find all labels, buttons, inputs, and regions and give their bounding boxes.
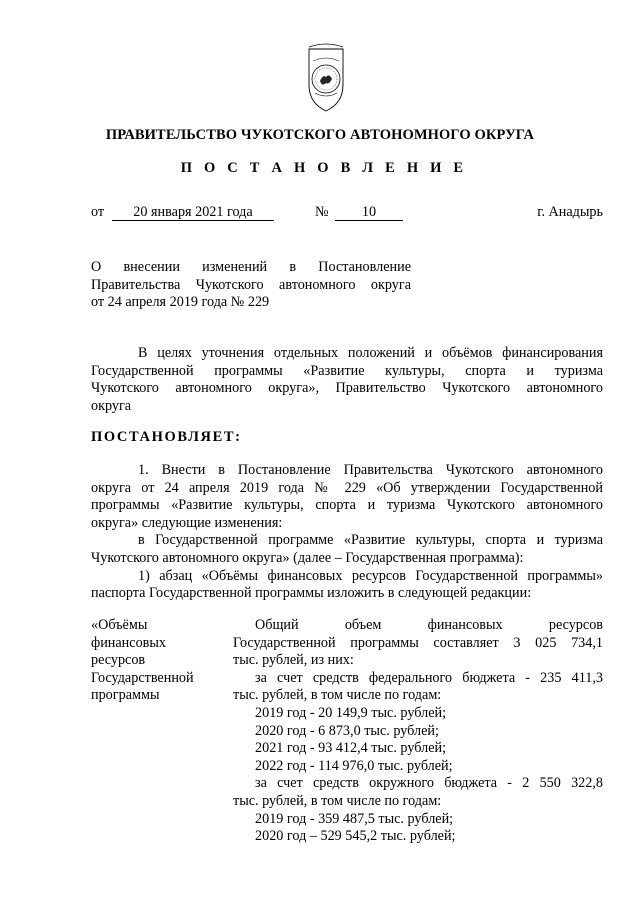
decree-body (91, 462, 603, 603)
body-line: программы «Развитие культуры, спорта и туризма Чукотского автономного (91, 497, 603, 514)
table-right-line: 2020 год - 6 873,0 тыс. рублей; (255, 722, 439, 739)
table-right-line: тыс. рублей, из них: (233, 652, 354, 669)
document-subject (91, 259, 411, 312)
table-right-line: 2021 год - 93 412,4 тыс. рублей; (255, 740, 447, 757)
body-line: Чукотского автономного округа» (далее – Государственная программа): (91, 549, 524, 566)
preamble (91, 345, 603, 415)
body-line: округа» следующие изменения: (91, 514, 283, 531)
table-right-line: тыс. рублей, в том числе по годам: (233, 792, 442, 809)
table-right-line: 2022 год - 114 976,0 тыс. рублей; (255, 757, 453, 774)
table-right-line: Общий объем финансовых ресурсов (255, 617, 603, 633)
table-left-column (91, 617, 231, 705)
body-line: 1. Внести в Постановление Правительства Чукотского автономного (138, 462, 603, 478)
table-right-line: 2019 год - 359 487,5 тыс. рублей; (255, 810, 454, 827)
table-right-line: тыс. рублей, в том числе по годам: (233, 687, 442, 704)
number-label: № (315, 204, 329, 220)
table-left-line: ресурсов (91, 652, 146, 669)
document-number: 10 (335, 204, 403, 221)
document-date: 20 января 2021 года (112, 204, 274, 221)
subject-line: Правительства Чукотского автономного округа (91, 276, 411, 293)
coat-of-arms-icon (303, 41, 349, 115)
table-right-line: за счет средств федерального бюджета - 235 411,3 (255, 669, 603, 686)
decree-heading: ПОСТАНОВЛЯЕТ: (91, 429, 242, 445)
preamble-line: округа (91, 397, 132, 414)
body-line: 1) абзац «Объёмы финансовых ресурсов Государственной программы» (138, 567, 603, 584)
date-prefix: от (91, 204, 105, 220)
city: г. Анадырь (537, 204, 603, 220)
preamble-line: Чукотского автономного округа», Правительство Чукотского автономного (91, 380, 603, 397)
document-type: П О С Т А Н О В Л Е Н И Е (180, 160, 468, 176)
subject-line: О внесении изменений в Постановление (91, 259, 411, 275)
table-left-line: программы (91, 687, 160, 704)
body-line: паспорта Государственной программы изложить в следующей редакции: (91, 585, 532, 602)
table-right-line: 2019 год - 20 149,9 тыс. рублей; (255, 704, 447, 721)
government-name: ПРАВИТЕЛЬСТВО ЧУКОТСКОГО АВТОНОМНОГО ОКРУГА (105, 127, 535, 143)
preamble-line: Государственной программы «Развитие культуры, спорта и туризма (91, 362, 603, 379)
table-left-line: финансовых (91, 634, 166, 651)
table-right-line: за счет средств окружного бюджета - 2 550 322,8 (255, 775, 603, 792)
document-meta (91, 204, 603, 224)
table-left-line: «Объёмы (91, 617, 148, 633)
body-line: в Государственной программе «Развитие культуры, спорта и туризма (138, 532, 603, 549)
table-right-line: Государственной программы составляет 3 025 734,1 (233, 634, 603, 651)
preamble-line: В целях уточнения отдельных положений и объёмов финансирования (138, 345, 603, 361)
table-right-line: 2020 год – 529 545,2 тыс. рублей; (255, 828, 456, 845)
subject-line: от 24 апреля 2019 года № 229 (91, 294, 270, 311)
table-right-column (233, 617, 603, 846)
table-left-line: Государственной (91, 669, 194, 686)
body-line: округа от 24 апреля 2019 года № 229 «Об утверждении Государственной (91, 479, 603, 496)
